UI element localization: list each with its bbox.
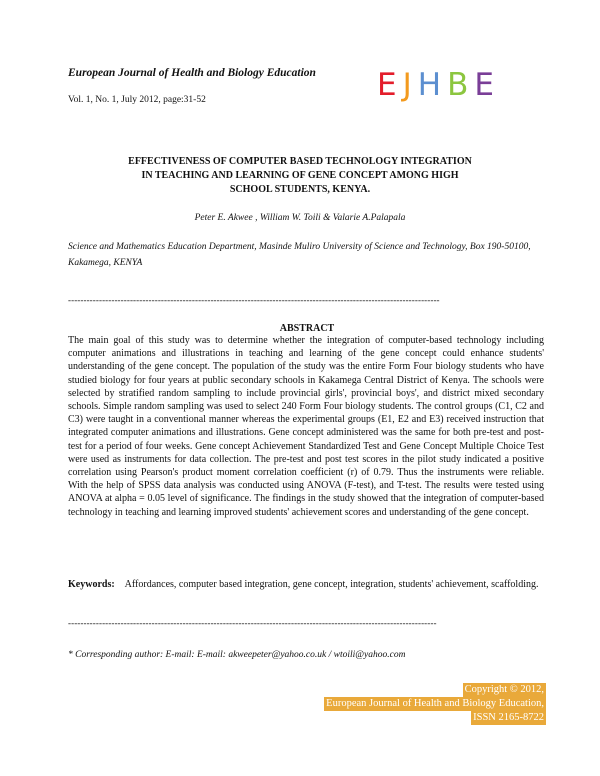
keywords-text: Affordances, computer based integration, gene concept, integration, students' achievement, scaffolding. — [124, 579, 539, 590]
copyright-line-3: ISSN 2165-8722 — [473, 712, 544, 723]
copyright-line-1: Copyright © 2012, — [464, 684, 544, 695]
abstract-heading: ABSTRACT — [279, 323, 335, 334]
keywords — [68, 578, 544, 592]
logo-letter-e2: E — [474, 67, 500, 103]
title-line-2: IN TEACHING AND LEARNING OF GENE CONCEPT AMONG HIGH — [141, 170, 459, 181]
keywords-label: Keywords: — [68, 579, 115, 590]
journal-logo — [377, 67, 500, 103]
abstract-body: The main goal of this study was to determine whether the integration of computer-based technology including computer animations and illustrations in teaching and learning of the gene concept could enhance students' understanding of the gene concept. The population of the study was the entire Form Four biology students who have studied biology for four years at public secondary schools in Kakamega Central District of Kenya. The schools were selected by stratified random sampling to include provincial girls', provincial boys', and district mixed secondary schools. Simple random sampling was used to select 240 Form Four biology students. The control groups (C1, C2 and C3) were taught in a conventional manner whereas the experimental groups (E1, E2 and E3) received instruction that integrated computer animations and illustrations. Gene concept administered was the same for both pre-test and post-test for a period of four weeks. Gene concept Achievement Standardized Test and Gene Concept Multiple Choice Test were used as instruments for data collection. The pre-test and post test scores in the pilot study indicated a positive correlation using Pearson's product moment correlation coefficient (r) of 0.79. Thus the instruments were reliable. With the help of SPSS data analysis was conducted using ANOVA (F-test), and T-test. The results were tested using ANOVA at alpha = 0.05 level of significance. The findings in the study showed that the integration of computer-based technology in teaching and learning improved students' achievement scores and understanding of the gene concept. — [68, 335, 544, 518]
journal-title: European Journal of Health and Biology Education — [68, 67, 316, 79]
copyright-line-2: European Journal of Health and Biology Education, — [326, 698, 544, 709]
volume-line: Vol. 1, No. 1, July 2012, page:31-52 — [68, 95, 206, 105]
logo-letter-b: B — [447, 67, 475, 103]
authors: Peter E. Akwee , William W. Toili & Valarie A.Palapala — [194, 213, 406, 223]
copyright-notice — [258, 683, 546, 725]
separator-top: ------------------------------------------------------------------------------------------------------------------------ — [68, 295, 440, 305]
logo-letter-j: J — [402, 67, 418, 103]
title-line-1: EFFECTIVENESS OF COMPUTER BASED TECHNOLOGY INTEGRATION — [128, 156, 472, 167]
title-line-3: SCHOOL STUDENTS, KENYA. — [229, 184, 371, 195]
paper-title — [60, 155, 540, 197]
affiliation: Science and Mathematics Education Department, Masinde Muliro University of Science and Technology, Box 190-50100, Kakamega, KENYA — [68, 242, 531, 268]
separator-bottom: ----------------------------------------------------------------------------------------------------------------------- — [68, 618, 437, 628]
logo-letter-e: E — [377, 67, 403, 103]
corresponding-author: * Corresponding author: E-mail: E-mail: akweepeter@yahoo.co.uk / wtoili@yahoo.com — [68, 650, 406, 660]
logo-letter-h: H — [417, 67, 448, 103]
